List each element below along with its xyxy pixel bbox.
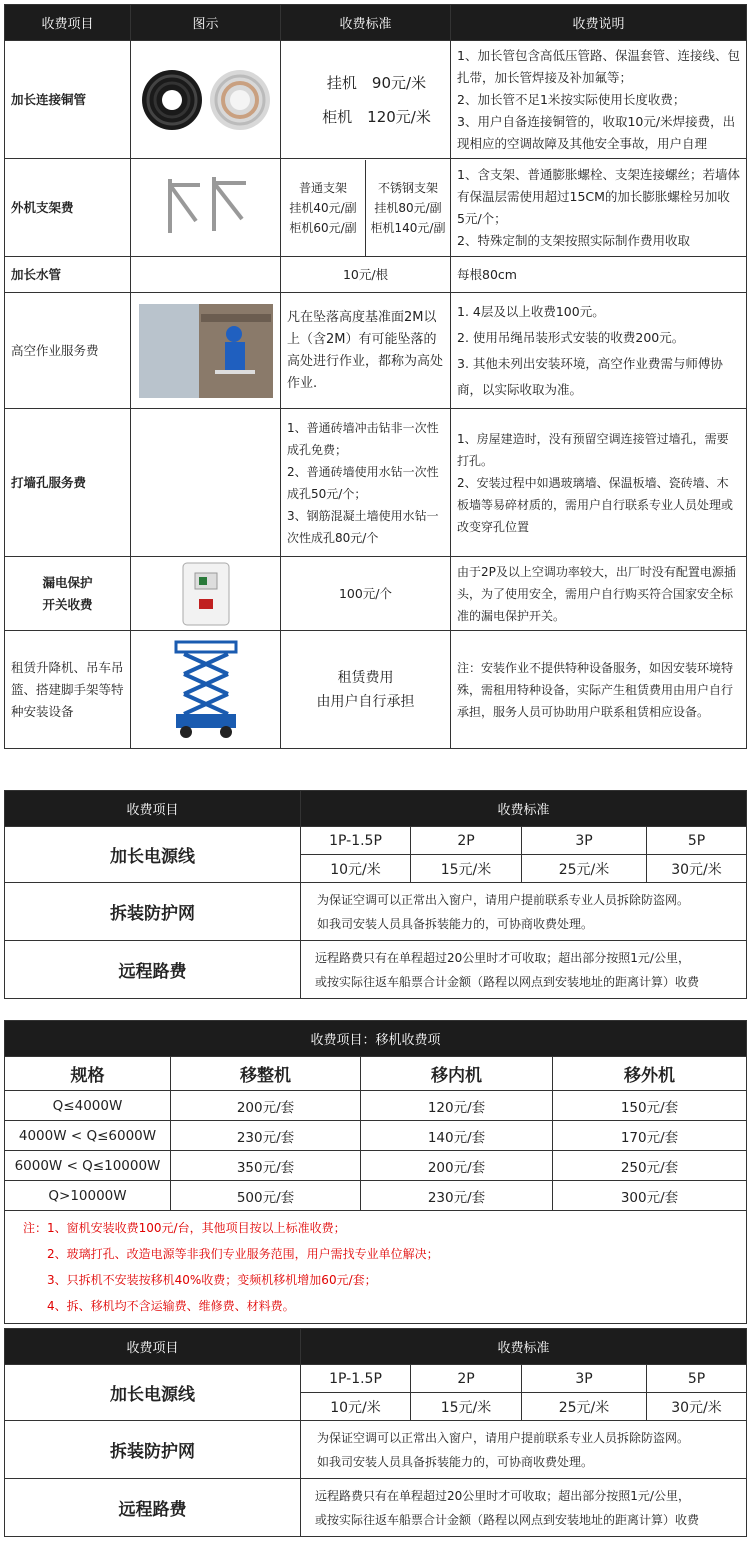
high-desc: 1. 4层及以上收费100元。 2. 使用吊绳吊装形式安装的收费200元。 3. 其他未列出安装环境，高空作业费需与师傅协商，以实际收取为准。 — [451, 293, 747, 409]
bracket-normal: 普通支架 挂机40元/副 柜机60元/副 — [281, 160, 366, 256]
drain-standard: 10元/根 — [281, 257, 451, 293]
t3-title: 收费项目：移机收费项 — [5, 1021, 747, 1057]
t2-road-desc: 远程路费只有在单程超过20公里时才可收取；超出部分按照1元/公里， 或按实际往返车船票合计金额（路程以网点到安装地址的距离计算）收费 — [301, 941, 747, 999]
t3-header-indoor: 移内机 — [361, 1057, 553, 1091]
t2-road-row — [5, 941, 747, 999]
t2-cable-price-row: 10元/米 15元/米 25元/米 30元/米 — [5, 855, 747, 883]
bracket-standard — [281, 159, 451, 257]
table-row: Q>10000W 500元/套 230元/套 300元/套 — [5, 1181, 747, 1211]
row-special-equipment — [5, 631, 747, 749]
bracket-steel: 不锈钢支架 挂机80元/副 柜机140元/副 — [370, 180, 446, 235]
scissor-lift-icon — [166, 638, 246, 742]
t3-header-spec: 规格 — [5, 1057, 171, 1091]
t4-net-desc: 为保证空调可以正常出入窗户，请用户提前联系专业人员拆除防盗网。 如我司安装人员具备拆装能力的，可协商收费处理。 — [301, 1421, 747, 1479]
worker-photo — [139, 304, 273, 398]
switch-icon — [181, 561, 231, 627]
header-fee-standard: 收费标准 — [281, 5, 451, 41]
header-fee-item: 收费项目 — [5, 5, 131, 41]
t4-road-desc: 远程路费只有在单程超过20公里时才可收取；超出部分按照1元/公里， 或按实际往返车船票合计金额（路程以网点到安装地址的距离计算）收费 — [301, 1479, 747, 1537]
switch-image — [131, 557, 281, 631]
row-bracket — [5, 159, 747, 257]
row-leakage-switch — [5, 557, 747, 631]
t2-net-row — [5, 883, 747, 941]
high-name: 高空作业服务费 — [5, 293, 131, 409]
copper-std-cabinet: 柜机 120元/米 — [322, 107, 431, 126]
t3-header-outdoor: 移外机 — [553, 1057, 747, 1091]
row-high-altitude — [5, 293, 747, 409]
t2-net-name: 拆装防护网 — [5, 883, 301, 941]
t3-notes: 注：1、窗机安装收费100元/台，其他项目按以上标准收费； 2、玻璃打孔、改造电源等非我们专业服务范围，用户需找专业单位解决； 3、只拆机不安装按移机40%收费；变频机移机增加60元/套； 4、拆、移机均不含运输费、维修费、材料费。 — [5, 1211, 747, 1324]
t4-header-standard: 收费标准 — [301, 1329, 747, 1365]
t4-net-name: 拆装防护网 — [5, 1421, 301, 1479]
lift-standard: 租赁费用 由用户自行承担 — [281, 631, 451, 749]
lift-name: 租赁升降机、吊车吊篮、搭建脚手架等特种安装设备 — [5, 631, 131, 749]
bracket-icon — [156, 171, 256, 245]
lift-desc: 注：安装作业不提供特种设备服务，如因安装环境特殊，需租用特种设备，实际产生租赁费用由用户自行承担，服务人员可协助用户联系租赁相应设备。 — [451, 631, 747, 749]
switch-name: 漏电保护 开关收费 — [5, 557, 131, 631]
copper-image — [131, 41, 281, 159]
high-image — [131, 293, 281, 409]
table-row: 6000W < Q≤10000W 350元/套 200元/套 250元/套 — [5, 1151, 747, 1181]
bracket-desc: 1、含支架、普通膨胀螺栓、支架连接螺丝；若墙体有保温层需使用超过15CM的加长膨胀螺栓另加收 5元/个； 2、特殊定制的支架按照实际制作费用收取 — [451, 159, 747, 257]
switch-desc: 由于2P及以上空调功率较大，出厂时没有配置电源插头，为了使用安全，需用户自行购买符合国家安全标准的漏电保护开关。 — [451, 557, 747, 631]
extra-fee-table-repeat — [4, 1328, 747, 1537]
bracket-name: 外机支架费 — [5, 159, 131, 257]
t4-cable-spec-row: 加长电源线 1P-1.5P 2P 3P 5P — [5, 1365, 747, 1393]
main-fee-table — [4, 4, 747, 749]
t2-net-desc: 为保证空调可以正常出入窗户，请用户提前联系专业人员拆除防盗网。 如我司安装人员具备拆装能力的，可协商收费处理。 — [301, 883, 747, 941]
t3-header-whole: 移整机 — [171, 1057, 361, 1091]
header-fee-description: 收费说明 — [451, 5, 747, 41]
copper-standard — [281, 41, 451, 159]
hole-standard: 1、普通砖墙冲击钻非一次性成孔免费； 2、普通砖墙使用水钻一次性成孔50元/个； 3、钢筋混凝土墙使用水钻一次性成孔80元/个 — [281, 409, 451, 557]
copper-desc: 1、加长管包含高低压管路、保温套管、连接线、包扎带，加长管焊接及补加氟等； 2、加长管不足1米按实际使用长度收费； 3、用户自备连接铜管的，收取10元/米焊接费，出现相应的空调故障及其他安全事故，用户自理 — [451, 41, 747, 159]
t2-header-item: 收费项目 — [5, 791, 301, 827]
copper-std-wall: 挂机 90元/米 — [326, 73, 427, 92]
header-illustration: 图示 — [131, 5, 281, 41]
t4-net-row — [5, 1421, 747, 1479]
high-standard: 凡在坠落高度基准面2M以上（含2M）有可能坠落的高处进行作业，都称为高处作业. — [281, 293, 451, 409]
hole-desc: 1、房屋建造时，没有预留空调连接管过墙孔，需要打孔。 2、安装过程中如遇玻璃墙、保温板墙、瓷砖墙、木板墙等易碎材质的，需用户自行联系专业人员处理或改变穿孔位置 — [451, 409, 747, 557]
t2-header-standard: 收费标准 — [301, 791, 747, 827]
extra-fee-table — [4, 790, 747, 999]
t4-cable-price-row: 10元/米 15元/米 25元/米 30元/米 — [5, 1393, 747, 1421]
switch-standard: 100元/个 — [281, 557, 451, 631]
relocation-fee-table — [4, 1020, 747, 1324]
hole-name: 打墙孔服务费 — [5, 409, 131, 557]
copper-coil-image — [138, 65, 274, 135]
t4-road-name: 远程路费 — [5, 1479, 301, 1537]
t4-cable-name: 加长电源线 — [5, 1365, 301, 1421]
copper-name: 加长连接铜管 — [5, 41, 131, 159]
t4-header-item: 收费项目 — [5, 1329, 301, 1365]
t2-cable-name: 加长电源线 — [5, 827, 301, 883]
bracket-image — [131, 159, 281, 257]
drain-name: 加长水管 — [5, 257, 131, 293]
t2-road-name: 远程路费 — [5, 941, 301, 999]
drain-desc: 每根80cm — [451, 257, 747, 293]
t4-road-row — [5, 1479, 747, 1537]
row-wall-hole — [5, 409, 747, 557]
row-drain-pipe — [5, 257, 747, 293]
table-row: 4000W < Q≤6000W 230元/套 140元/套 170元/套 — [5, 1121, 747, 1151]
row-copper-pipe — [5, 41, 747, 159]
table-row: Q≤4000W 200元/套 120元/套 150元/套 — [5, 1091, 747, 1121]
t2-cable-spec-row: 加长电源线 1P-1.5P 2P 3P 5P — [5, 827, 747, 855]
lift-image — [131, 631, 281, 749]
